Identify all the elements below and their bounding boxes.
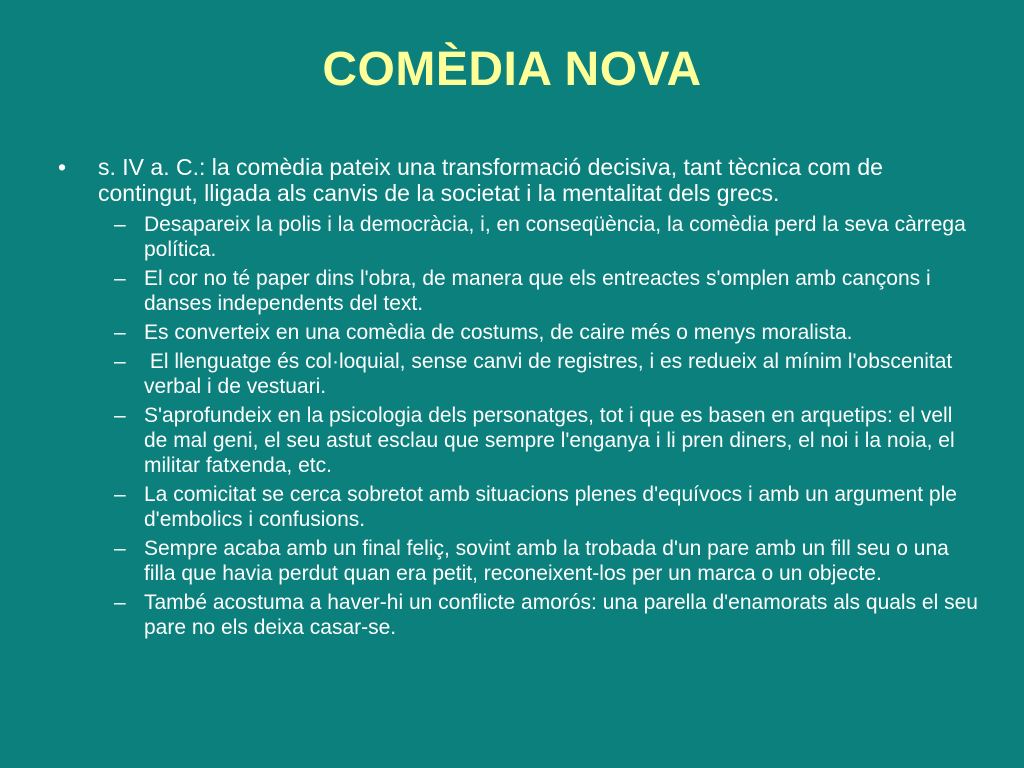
- dash-icon: –: [114, 537, 126, 560]
- sub-point-text: La comicitat se cerca sobretot amb situacions plenes d'equívocs i amb un argument ple d'embolics i confusions.: [144, 483, 957, 531]
- sub-point: [114, 349, 978, 399]
- sub-point-text: El cor no té paper dins l'obra, de manera que els entreactes s'omplen amb cançons i danses independents del text.: [144, 267, 931, 315]
- bullet-icon: •: [58, 154, 67, 180]
- sub-point-text: Sempre acaba amb un final feliç, sovint amb la trobada d'un pare amb un fill seu o una filla que havia perdut quan era petit, reconeixent-los per un marca o un objecte.: [144, 537, 949, 585]
- sub-point-text: El llenguatge és col·loquial, sense canvi de registres, i es redueix al mínim l'obscenitat verbal i de vestuari.: [144, 350, 959, 398]
- main-bullet-point: [58, 154, 978, 206]
- sub-point-text: Desapareix la polis i la democràcia, i, en conseqüència, la comèdia perd la seva càrrega política.: [144, 213, 966, 261]
- sub-point-list: [58, 212, 978, 640]
- dash-icon: –: [114, 321, 126, 344]
- sub-point: [114, 590, 978, 640]
- slide-title: COMÈDIA NOVA: [322, 43, 702, 96]
- sub-point: [114, 320, 978, 345]
- dash-icon: –: [114, 404, 126, 427]
- sub-point-text: S'aprofundeix en la psicologia dels personatges, tot i que es basen en arquetips: el vell de mal geni, el seu astut esclau que sempre l'enganya i li pren diners, el noi i la noia, el militar fatxenda, etc.: [144, 404, 955, 477]
- sub-point: [114, 482, 978, 532]
- dash-icon: –: [114, 483, 126, 506]
- sub-point: [114, 212, 978, 262]
- sub-point-text: Es converteix en una comèdia de costums, de caire més o menys moralista.: [144, 321, 853, 344]
- dash-icon: –: [114, 267, 126, 290]
- sub-point: [114, 403, 978, 478]
- sub-point: [114, 266, 978, 316]
- sub-point: [114, 536, 978, 586]
- main-point-text: s. IV a. C.: la comèdia pateix una transformació decisiva, tant tècnica com de contingut, lligada als canvis de la societat i la mentalitat dels grecs.: [98, 154, 883, 206]
- slide-body: [58, 154, 978, 644]
- dash-icon: –: [114, 591, 126, 614]
- dash-icon: –: [114, 213, 126, 236]
- dash-icon: –: [114, 350, 126, 373]
- sub-point-text: També acostuma a haver-hi un conflicte amorós: una parella d'enamorats als quals el seu pare no els deixa casar-se.: [144, 591, 978, 639]
